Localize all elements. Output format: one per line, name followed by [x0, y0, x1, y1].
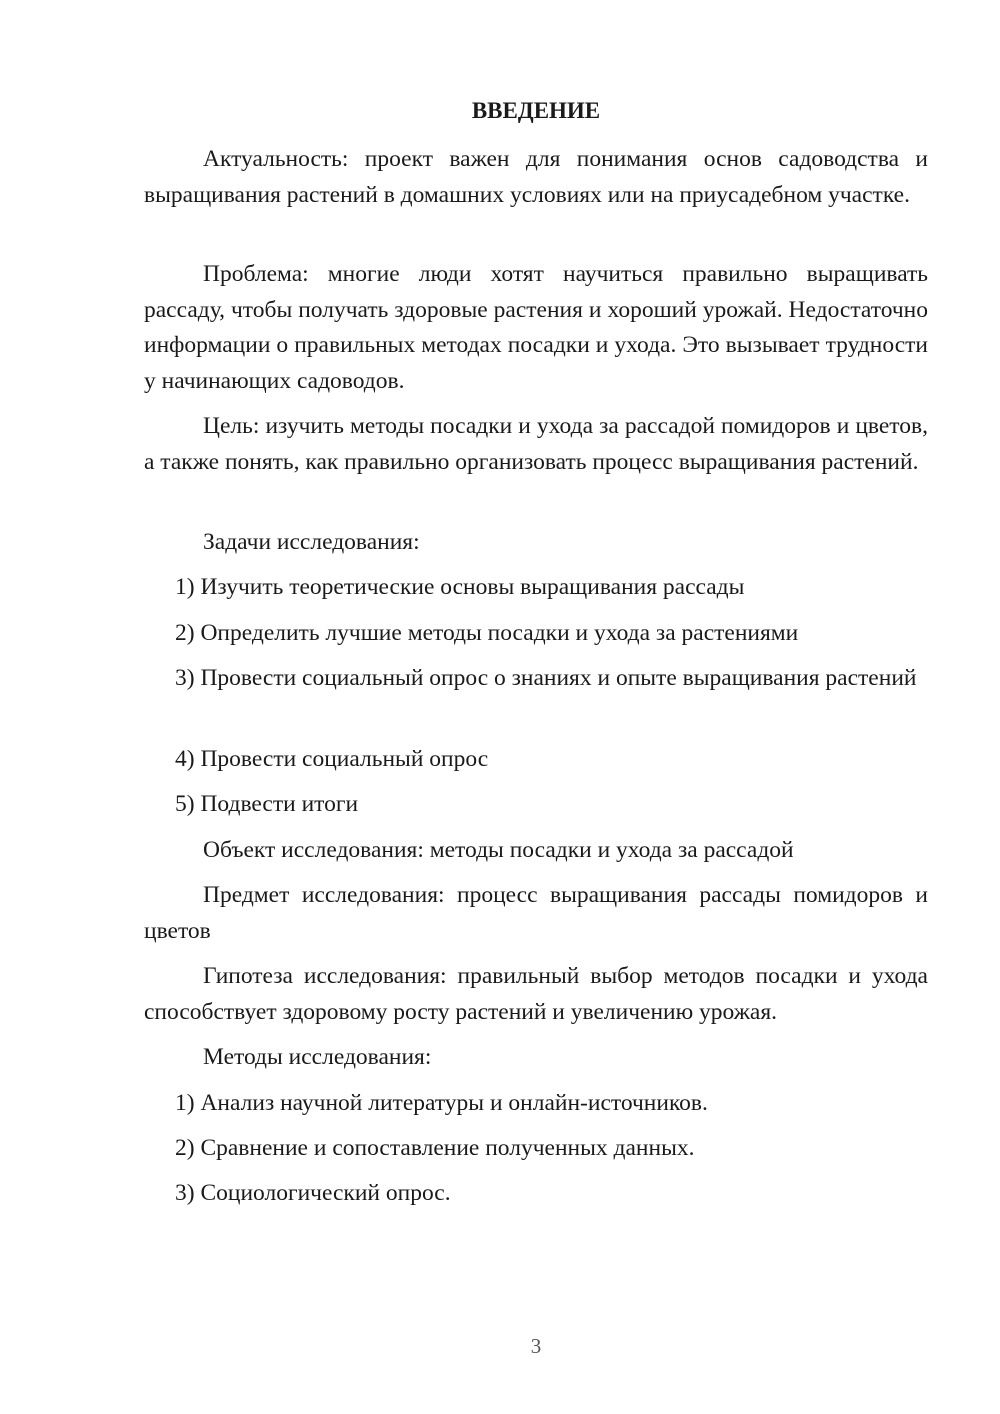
method-item: 1) Анализ научной литературы и онлайн-источников. [175, 1090, 708, 1116]
task-item: 1) Изучить теоретические основы выращивания рассады [175, 574, 745, 600]
task-item: 2) Определить лучшие методы посадки и ухода за растениями [175, 620, 799, 646]
hypothesis-paragraph: Гипотеза исследования: правильный выбор методов посадки и ухода способствует здоровому росту растений и увеличению урожая. [144, 963, 928, 1025]
goal-paragraph: Цель: изучить методы посадки и ухода за рассадой помидоров и цветов, а также понять, как правильно организовать процесс выращивания растений. [144, 413, 928, 475]
subject-paragraph: Предмет исследования: процесс выращивания рассады помидоров и цветов [144, 882, 928, 944]
relevance-paragraph: Актуальность: проект важен для понимания основ садоводства и выращивания растений в домашних условиях или на приусадебном участке. [144, 146, 928, 208]
object-paragraph: Объект исследования: методы посадки и ухода за рассадой [203, 837, 794, 863]
problem-paragraph: Проблема: многие люди хотят научиться правильно выращивать рассаду, чтобы получать здоровые растения и хороший урожай. Недостаточно информации о правильных методах посадки и ухода. Это вызывает трудности у начинающих садоводов. [144, 261, 928, 394]
page-number: 3 [530, 1334, 542, 1358]
tasks-heading: Задачи исследования: [203, 529, 420, 555]
method-item: 2) Сравнение и сопоставление полученных данных. [175, 1135, 695, 1161]
task-item: 5) Подвести итоги [175, 791, 359, 817]
method-item: 3) Социологический опрос. [175, 1180, 451, 1206]
task-item: 4) Провести социальный опрос [175, 746, 489, 772]
methods-heading: Методы исследования: [203, 1044, 432, 1070]
page-title: ВВЕДЕНИЕ [471, 98, 601, 123]
task-item: 3) Провести социальный опрос о знаниях и опыте выращивания растений [175, 665, 917, 691]
